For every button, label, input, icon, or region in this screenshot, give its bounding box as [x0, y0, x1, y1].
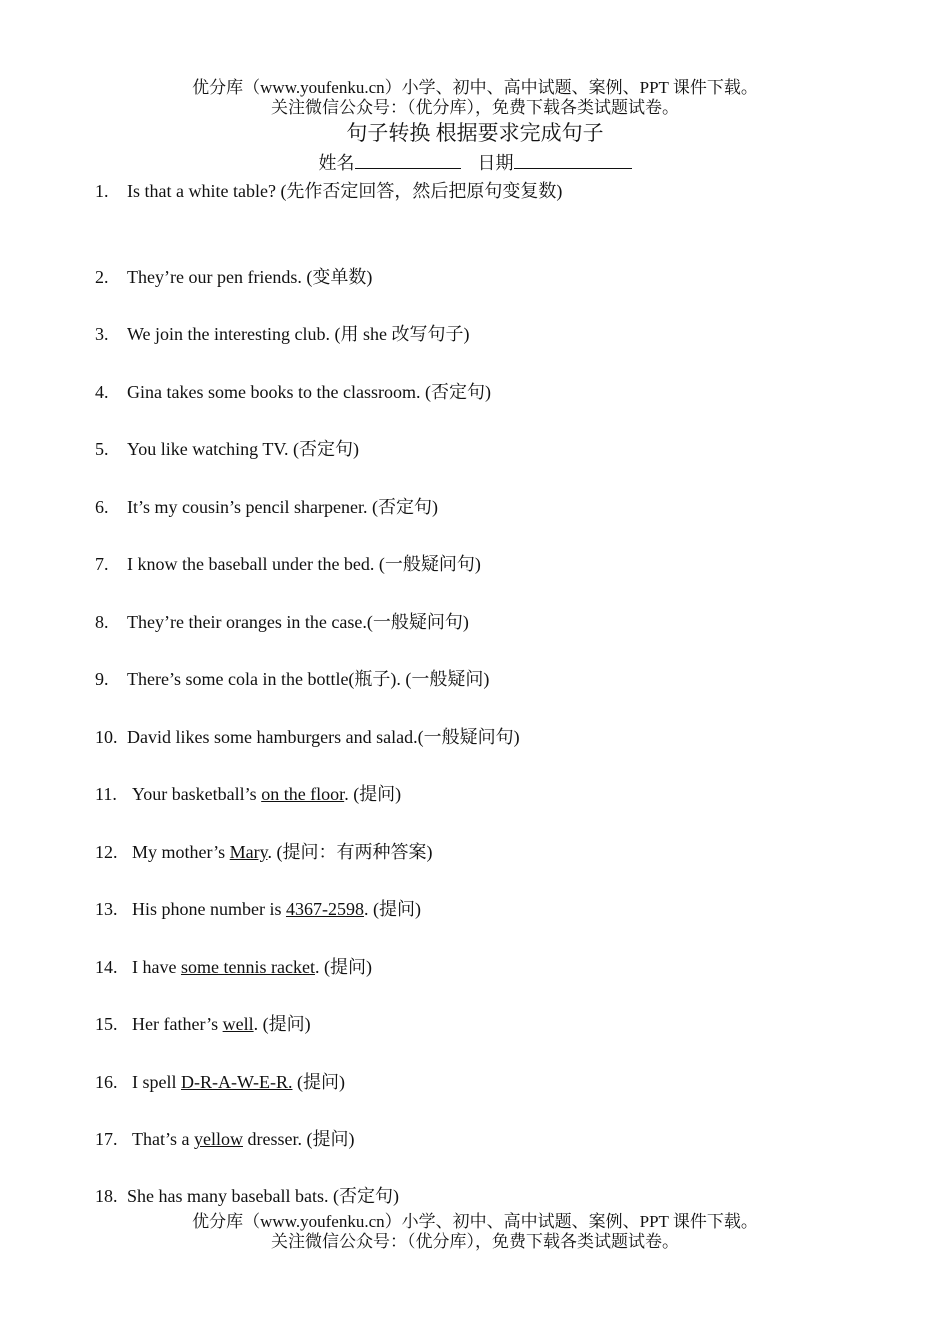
question-text: I know the baseball under the bed. (一般疑问句)	[127, 554, 481, 574]
question-underlined-part: Mary	[229, 842, 268, 862]
question-item	[95, 898, 421, 920]
footer-line-2: 关注微信公众号：（优分库），免费下载各类试题试卷。	[271, 1232, 679, 1251]
question-text-after: . (提问)	[314, 957, 372, 977]
question-text-before: Her father’s	[132, 1014, 223, 1034]
question-underlined-part: D-R-A-W-E-R.	[181, 1072, 293, 1092]
question-number: 15.	[95, 1014, 118, 1034]
question-text: They’re our pen friends. (变单数)	[127, 267, 373, 287]
question-number: 3.	[95, 324, 109, 344]
question-item	[95, 726, 520, 748]
question-text-after: (提问)	[292, 1072, 345, 1092]
page-title: 句子转换 根据要求完成句子	[346, 121, 604, 145]
question-number: 17.	[95, 1129, 118, 1149]
question-item	[95, 841, 433, 863]
question-item	[95, 553, 481, 575]
question-underlined-part: well	[222, 1014, 254, 1034]
question-number: 6.	[95, 497, 109, 517]
question-number: 18.	[95, 1186, 118, 1206]
question-text: She has many baseball bats. (否定句)	[127, 1186, 399, 1206]
question-text-after: . (提问：有两种答案)	[267, 842, 433, 862]
question-item	[95, 956, 372, 978]
question-text: Is that a white table? (先作否定回答，然后把原句变复数)	[127, 181, 563, 201]
question-number: 5.	[95, 439, 109, 459]
question-number: 11.	[95, 784, 117, 804]
name-label: 姓名	[318, 153, 355, 173]
question-number: 7.	[95, 554, 109, 574]
question-item	[95, 668, 489, 690]
question-number: 13.	[95, 899, 118, 919]
question-text: David likes some hamburgers and salad.(一般疑问句)	[127, 727, 520, 747]
question-text-after: . (提问)	[253, 1014, 311, 1034]
footer-line-1: 优分库（www.youfenku.cn）小学、初中、高中试题、案例、PPT 课件下载。	[192, 1212, 758, 1231]
question-underlined-part: some tennis racket	[180, 957, 315, 977]
question-text-before: That’s a	[132, 1129, 194, 1149]
date-label: 日期	[477, 153, 514, 173]
question-text: There’s some cola in the bottle(瓶子). (一般疑问)	[127, 669, 490, 689]
header-line-1: 优分库（www.youfenku.cn）小学、初中、高中试题、案例、PPT 课件下载。	[192, 78, 758, 97]
question-item	[95, 266, 372, 288]
question-number: 1.	[95, 181, 109, 201]
header-line-2: 关注微信公众号：（优分库），免费下载各类试题试卷。	[271, 98, 679, 117]
question-underlined-part: yellow	[193, 1129, 243, 1149]
question-item	[95, 1013, 311, 1035]
question-number: 9.	[95, 669, 109, 689]
question-number: 2.	[95, 267, 109, 287]
question-text-after: . (提问)	[344, 784, 402, 804]
question-underlined-part: on the floor	[261, 784, 345, 804]
question-text-before: His phone number is	[132, 899, 286, 919]
question-number: 8.	[95, 612, 109, 632]
question-item	[95, 1071, 345, 1093]
question-item	[95, 438, 359, 460]
question-text: You like watching TV. (否定句)	[127, 439, 360, 459]
question-text: We join the interesting club. (用 she 改写句子)	[127, 324, 470, 344]
name-date-line	[0, 150, 950, 174]
question-text-after: dresser. (提问)	[242, 1129, 355, 1149]
question-item	[95, 180, 562, 202]
question-number: 10.	[95, 727, 118, 747]
question-item	[95, 496, 438, 518]
question-item	[95, 1185, 399, 1207]
question-item	[95, 381, 491, 403]
question-item	[95, 783, 401, 805]
question-number: 4.	[95, 382, 109, 402]
question-text-after: . (提问)	[363, 899, 421, 919]
question-text: They’re their oranges in the case.(一般疑问句)	[127, 612, 469, 632]
question-text-before: Your basketball’s	[132, 784, 262, 804]
question-text-before: I spell	[132, 1072, 181, 1092]
question-item	[95, 611, 469, 633]
question-number: 16.	[95, 1072, 118, 1092]
question-text: Gina takes some books to the classroom. (否定句)	[127, 382, 491, 402]
question-item	[95, 1128, 354, 1150]
date-blank[interactable]	[514, 150, 632, 169]
question-underlined-part: 4367-2598	[285, 899, 364, 919]
question-number: 12.	[95, 842, 118, 862]
question-number: 14.	[95, 957, 118, 977]
question-text: It’s my cousin’s pencil sharpener. (否定句)	[127, 497, 438, 517]
question-text-before: My mother’s	[132, 842, 230, 862]
question-text-before: I have	[132, 957, 181, 977]
question-item	[95, 323, 469, 345]
name-blank[interactable]	[355, 150, 461, 169]
